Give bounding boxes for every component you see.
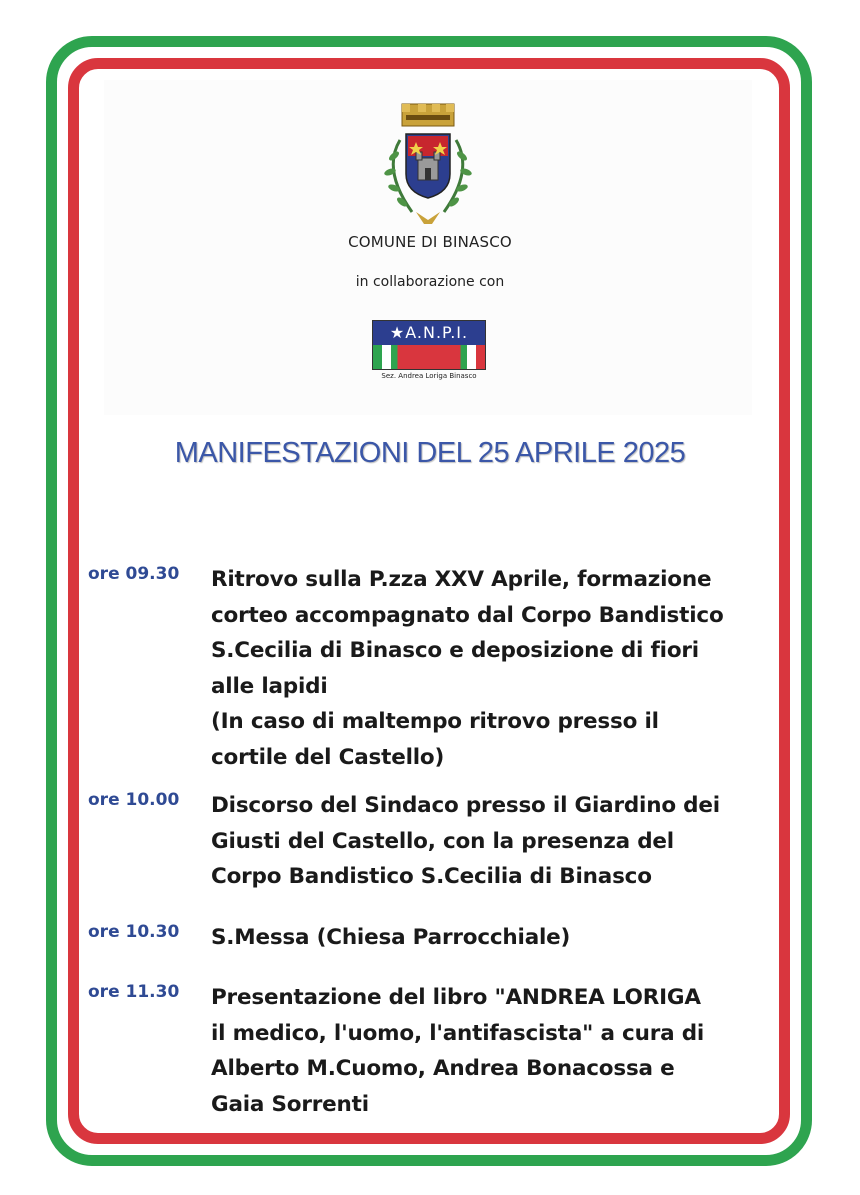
anpi-flag-icon	[373, 345, 485, 369]
event-time: ore 09.30	[88, 564, 180, 584]
event-description: S.Messa (Chiesa Parrocchiale)	[211, 925, 571, 950]
comune-heading: COMUNE DI BINASCO	[348, 233, 512, 251]
binasco-crest-icon	[372, 100, 484, 230]
anpi-logo	[368, 318, 488, 386]
event-time: ore 11.30	[88, 982, 180, 1002]
event-time: ore 10.00	[88, 790, 180, 810]
anpi-logo-text: ★A.N.P.I.	[373, 321, 485, 345]
collaboration-text: in collaborazione con	[355, 274, 505, 290]
anpi-logo-box	[372, 320, 486, 370]
event-description: Discorso del Sindaco presso il Giardino dei Giusti del Castello, con la presenza del Corpo Bandistico S.Cecilia di Binasco	[211, 793, 720, 889]
page-title: MANIFESTAZIONI DEL 25 APRILE 2025	[174, 437, 686, 469]
event-description: Presentazione del libro "ANDREA LORIGA il medico, l'uomo, l'antifascista" a cura di Alberto M.Cuomo, Andrea Bonacossa e Gaia Sorrenti	[211, 985, 705, 1117]
anpi-caption: Sez. Andrea Loriga Binasco	[381, 372, 477, 380]
event-time: ore 10.30	[88, 922, 180, 942]
event-description: Ritrovo sulla P.zza XXV Aprile, formazione corteo accompagnato dal Corpo Bandistico S.Cecilia di Binasco e deposizione di fiori alle lapidi (In caso di maltempo ritrovo presso il cortile del Castello)	[211, 567, 724, 770]
